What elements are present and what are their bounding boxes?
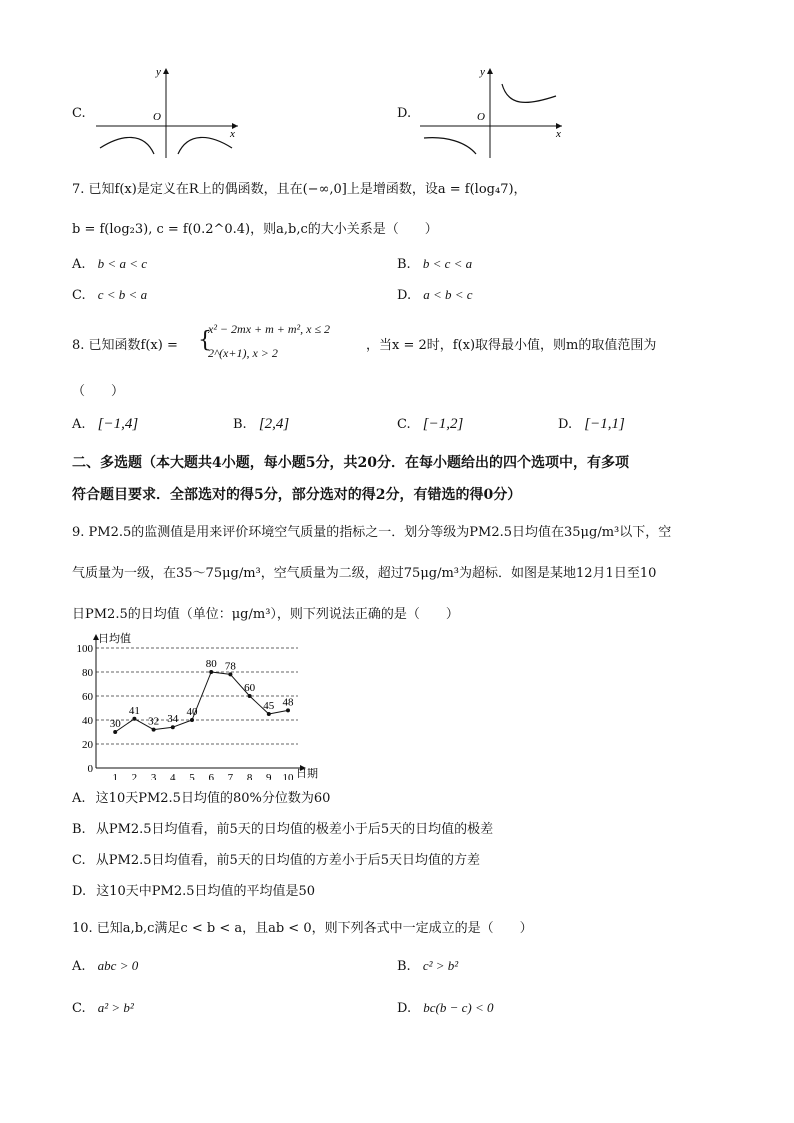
option-text: abc > 0 [97, 958, 139, 973]
option-label: A. [72, 791, 86, 806]
option-text: [2,4] [258, 416, 290, 432]
option-text: [−1,1] [584, 416, 625, 432]
option-label: C. [397, 417, 411, 432]
piecewise-case-2: 2^(x+1), x > 2 [208, 346, 278, 360]
left-curve [424, 138, 476, 154]
q7-option-c[interactable] [72, 287, 147, 303]
q7-stem-line2: b = f(log₂3), c = f(0.2^0.4)，则a,b,c的大小关系是（ ） [72, 222, 438, 237]
data-label: 34 [167, 713, 179, 726]
option-label: D. [397, 1001, 412, 1016]
option-text: 从PM2.5日均值看，前5天的日均值的极差小于后5天的日均值的极差 [95, 822, 494, 837]
q7-stem-line1: 7. 已知f(x)是定义在R上的偶函数，且在(−∞,0]上是增函数，设a = f(log₄7)， [72, 182, 527, 197]
series-line [115, 672, 288, 732]
option-text: bc(b − c) < 0 [423, 1000, 494, 1015]
y-axis-label: y [156, 66, 161, 78]
y-tick-label: 80 [82, 667, 93, 679]
x-axis-label: x [230, 128, 235, 140]
q8-option-d[interactable] [558, 416, 625, 433]
option-text: b < a < c [97, 256, 147, 271]
option-label: C. [72, 1001, 86, 1016]
data-point [152, 728, 156, 732]
y-tick-label: 40 [82, 715, 93, 727]
x-tick-label: 8 [246, 772, 253, 780]
option-label: A. [72, 959, 86, 974]
data-label: 30 [109, 718, 121, 730]
q10-option-d[interactable] [397, 1000, 493, 1016]
section-heading-line1: 二、多选题（本大题共4小题，每小题5分，共20分．在每小题给出的四个选项中，有多项 [72, 455, 629, 471]
data-point [248, 694, 252, 698]
piecewise-case-1: x² − 2mx + m + m², x ≤ 2 [208, 322, 331, 336]
data-label: 32 [148, 715, 160, 728]
q9-stem-line3: 日PM2.5的日均值（单位：μg/m³），则下列说法正确的是（ ） [72, 607, 459, 622]
data-label: 40 [186, 706, 198, 718]
option-label: C. [72, 288, 86, 303]
q7-option-d[interactable] [397, 287, 473, 303]
graph-option-c [92, 62, 242, 162]
q8-option-a[interactable] [72, 416, 138, 433]
q9-stem-line1: 9. PM2.5的监测值是用来评价环境空气质量的指标之一．划分等级为PM2.5日均值在35μg/m³以下，空 [72, 525, 672, 540]
data-point [228, 672, 232, 676]
option-label: B. [397, 257, 411, 272]
y-axis-title: 日均值 [98, 632, 131, 645]
data-label: 41 [128, 704, 140, 717]
point-value-labels [110, 658, 294, 730]
data-point [209, 670, 213, 674]
q10-stem: 10. 已知a,b,c满足c < b < a，且ab < 0，则下列各式中一定成立的是（ ） [72, 921, 533, 936]
q10-option-c[interactable] [72, 1000, 134, 1016]
q7-option-b[interactable] [397, 256, 472, 272]
data-point [132, 717, 136, 721]
origin-label: O [477, 111, 485, 123]
section-heading-line2: 符合题目要求．全部选对的得5分，部分选对的得2分，有错选的得0分） [72, 487, 522, 503]
option-text: 从PM2.5日均值看，前5天的日均值的方差小于后5天日均值的方差 [95, 853, 481, 868]
x-tick-labels [112, 772, 294, 780]
option-text: [−1,4] [97, 416, 139, 432]
data-point [190, 718, 194, 722]
q9-option-c[interactable] [72, 849, 480, 868]
q8-option-b[interactable] [233, 416, 289, 433]
option-text: c < b < a [97, 287, 148, 302]
q10-option-b[interactable] [397, 958, 458, 974]
data-point [267, 712, 271, 716]
x-tick-label: 6 [208, 772, 214, 780]
option-label: D. [558, 417, 573, 432]
data-label: 78 [224, 660, 236, 673]
q8-suffix: ，当x = 2时，f(x)取得最小值，则m的取值范围为 [366, 338, 657, 353]
graph-option-d [416, 62, 566, 162]
q9-stem-line2: 气质量为一级，在35～75μg/m³，空气质量为二级，超过75μg/m³为超标．如图是某地12月1日至10 [72, 566, 657, 581]
x-tick-label: 4 [170, 772, 176, 780]
option-text: a² > b² [97, 1000, 134, 1015]
x-tick-label: 10 [282, 772, 294, 780]
origin-label: O [153, 111, 161, 123]
y-tick-label: 100 [76, 643, 93, 655]
option-c-label: C. [72, 106, 86, 121]
data-label: 60 [244, 682, 256, 694]
option-d-label: D. [397, 106, 412, 121]
x-tick-label: 1 [112, 772, 118, 780]
chart-grid [96, 648, 298, 744]
x-axis-title: 日期 [296, 767, 318, 780]
q10-option-a[interactable] [72, 958, 138, 974]
option-label: A. [72, 257, 86, 272]
option-label: A. [72, 417, 86, 432]
data-label: 45 [263, 700, 275, 712]
option-text: c² > b² [422, 958, 459, 973]
q7-option-a[interactable] [72, 256, 147, 272]
x-tick-label: 3 [150, 772, 157, 780]
option-label: B. [397, 959, 411, 974]
option-label: B. [72, 822, 86, 837]
option-text: [−1,2] [422, 416, 464, 432]
option-label: C. [72, 853, 86, 868]
option-text: a < b < c [423, 287, 473, 302]
y-tick-label: 20 [82, 739, 93, 751]
option-text: 这10天中PM2.5日均值的平均值是50 [96, 884, 316, 899]
q9-option-d[interactable] [72, 880, 315, 899]
piecewise-brace: { [198, 328, 212, 353]
y-axis-label: y [480, 66, 485, 78]
x-tick-label: 7 [227, 772, 234, 780]
y-tick-label: 0 [87, 763, 93, 775]
option-label: D. [72, 884, 87, 899]
left-curve [100, 137, 154, 154]
q8-option-c[interactable] [397, 416, 463, 433]
right-curve [178, 137, 232, 154]
option-label: B. [233, 417, 247, 432]
option-text: b < c < a [422, 256, 473, 271]
y-tick-label: 60 [82, 691, 93, 703]
q8-prefix: 8. 已知函数f(x) = [72, 338, 178, 353]
option-text: 这10天PM2.5日均值的80%分位数为60 [95, 791, 331, 806]
data-label: 48 [282, 696, 294, 709]
data-label: 80 [205, 658, 217, 670]
q8-answer-paren: （ ） [72, 384, 125, 399]
data-point [171, 725, 175, 729]
x-tick-label: 2 [131, 772, 138, 780]
data-point [113, 730, 117, 734]
x-tick-label: 9 [266, 772, 272, 780]
data-point [286, 708, 290, 712]
q9-option-b[interactable] [72, 818, 493, 837]
x-axis-label: x [556, 128, 561, 140]
y-axis-arrow [487, 68, 493, 74]
x-tick-label: 5 [189, 772, 195, 780]
pm25-line-chart [64, 630, 334, 780]
y-tick-labels [77, 643, 94, 775]
y-axis-arrow [163, 68, 169, 74]
option-label: D. [397, 288, 412, 303]
right-curve [502, 84, 556, 102]
q9-option-a[interactable] [72, 787, 330, 806]
